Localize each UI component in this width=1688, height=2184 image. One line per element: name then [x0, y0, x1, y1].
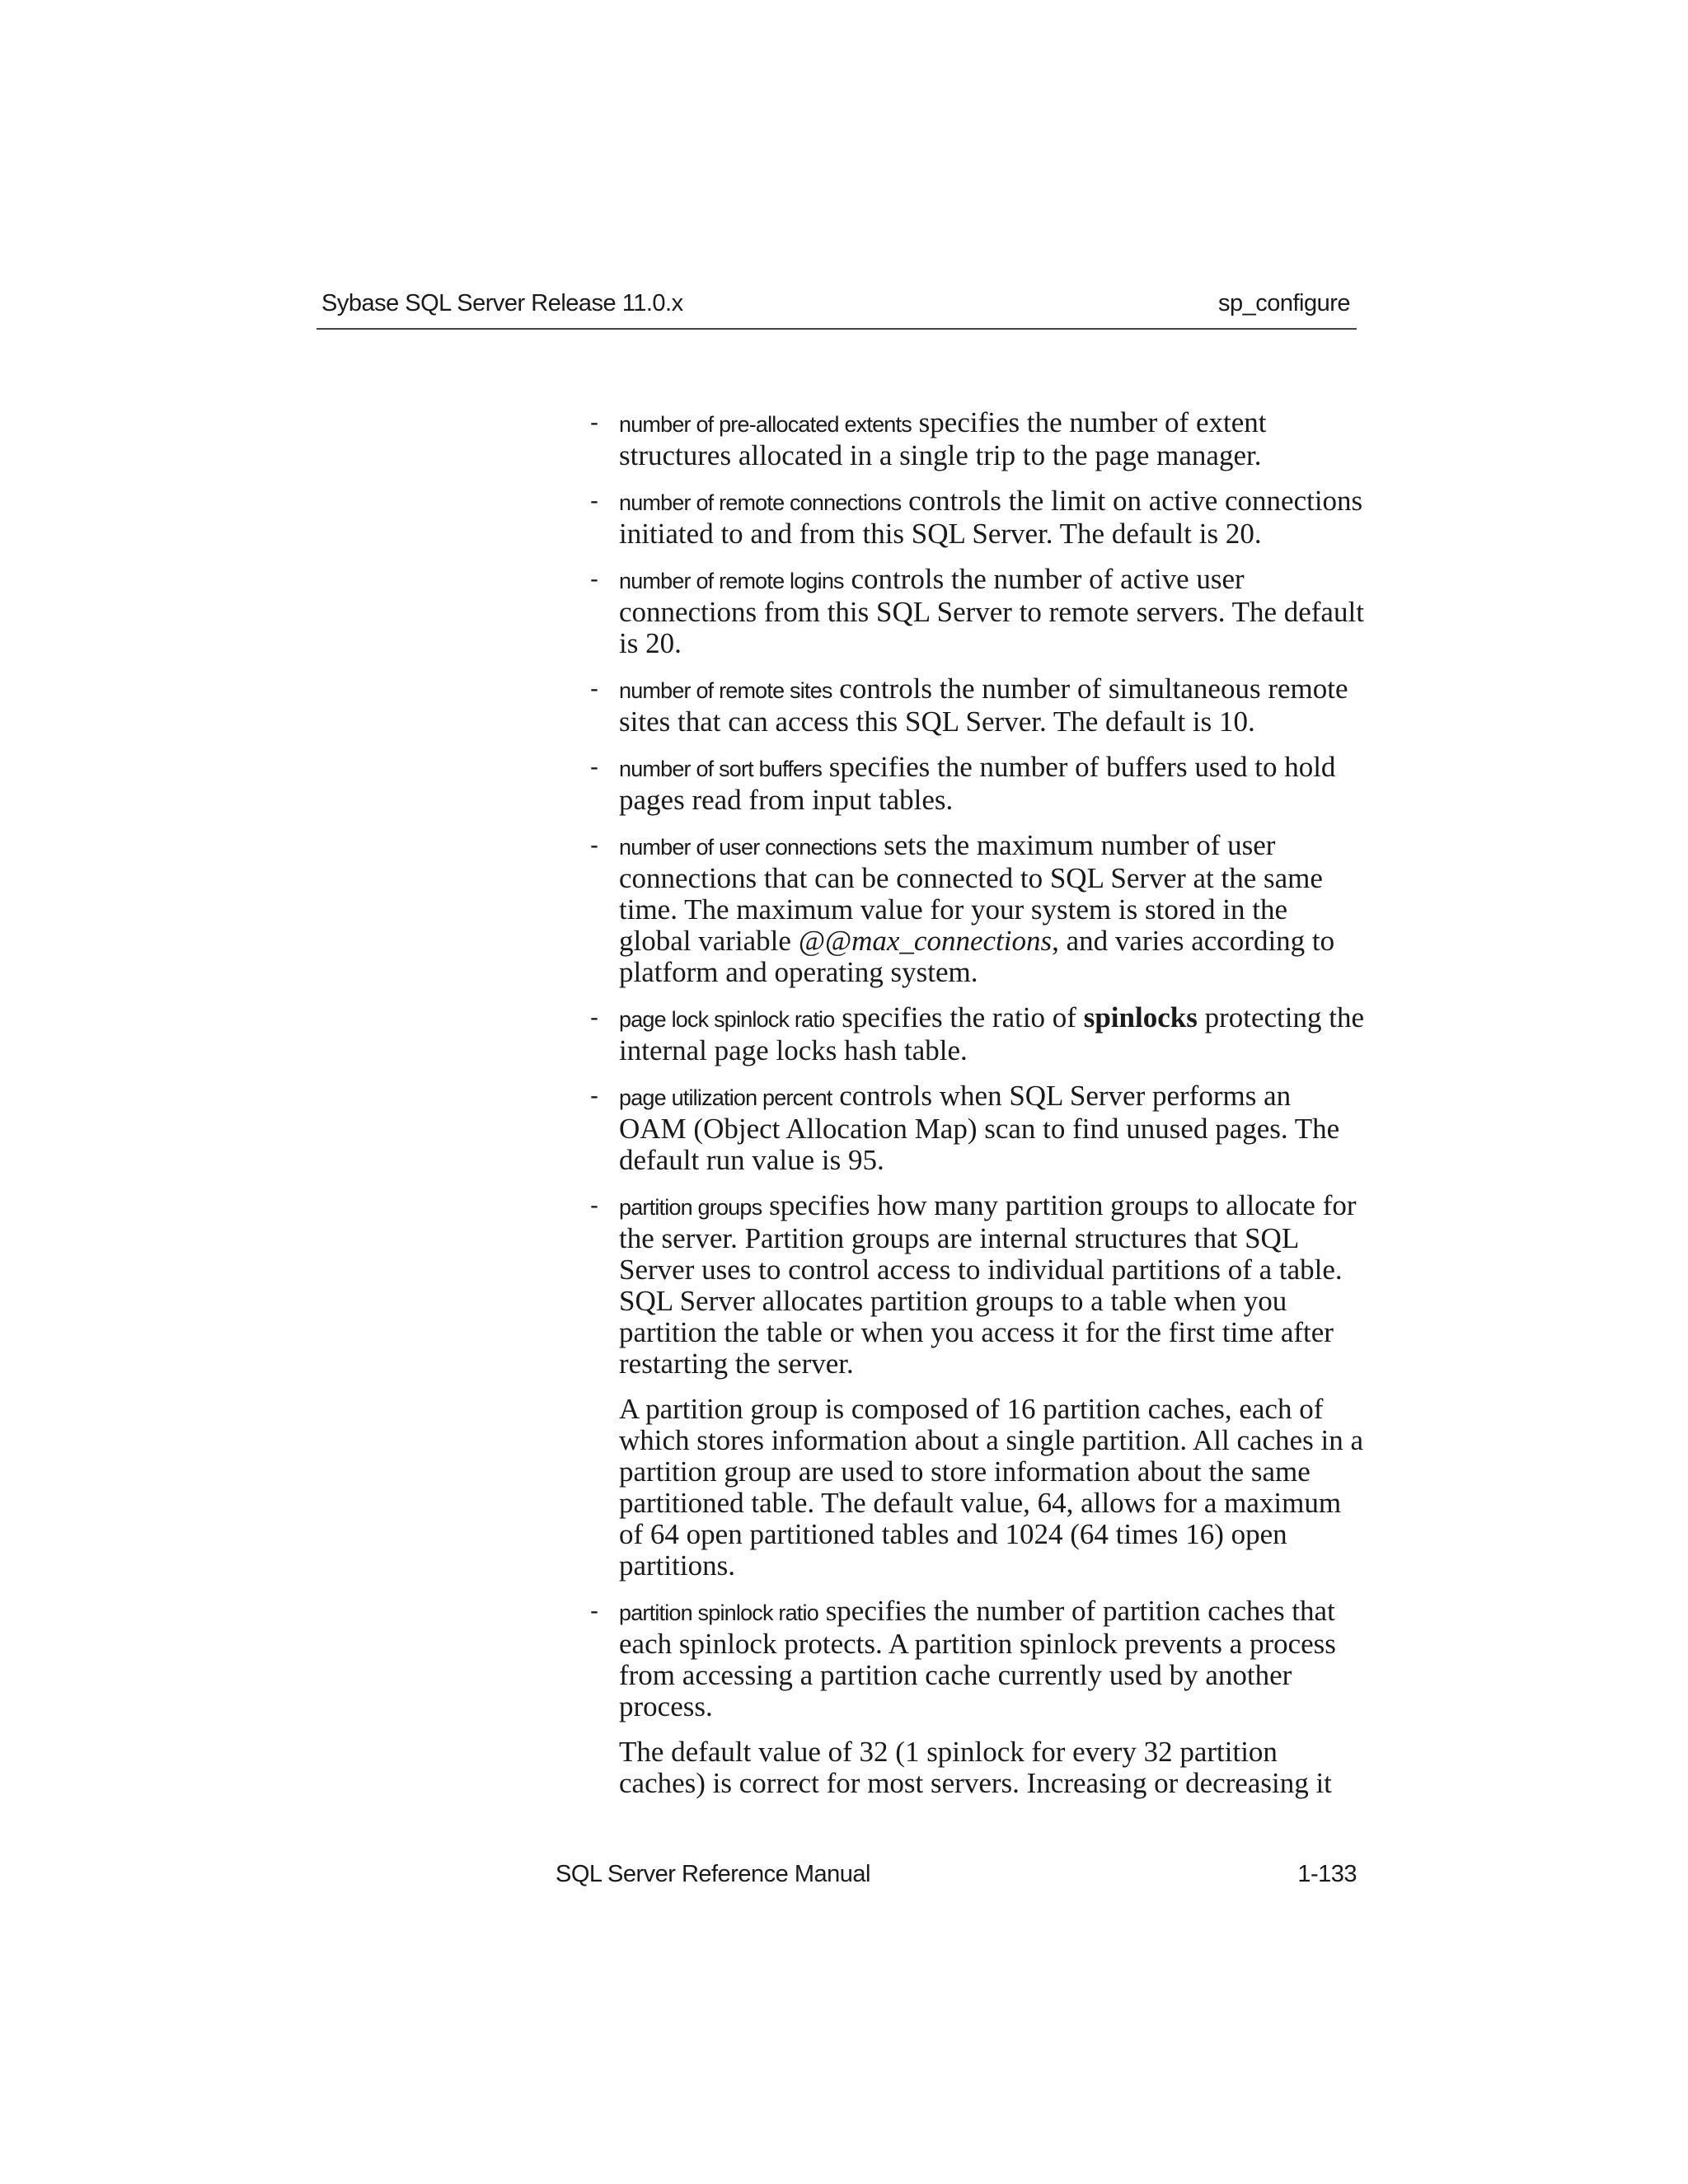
page-number: 1-133: [1297, 1861, 1357, 1887]
item-term: partition groups: [619, 1195, 762, 1220]
list-item: [582, 752, 1365, 816]
global-variable-name: @@max_connections: [798, 925, 1053, 957]
list-item: [582, 1190, 1365, 1582]
list-item: [582, 1002, 1365, 1066]
item-paragraph: The default value of 32 (1 spinlock for every 32 partition caches) is correct for most servers. Increasing or decreasing it: [619, 1736, 1332, 1799]
list-dash: -: [590, 753, 598, 780]
item-description: specifies the number of extent structures allocated in a single trip to the page manager.: [619, 406, 1267, 471]
item-text: [619, 1190, 1365, 1380]
item-description: specifies the number of buffers used to hold pages read from input tables.: [619, 751, 1336, 816]
list-dash: -: [590, 565, 598, 593]
item-term: number of remote connections: [619, 490, 902, 515]
list-dash: -: [590, 409, 598, 436]
item-description: sets the maximum number of user connections that can be connected to SQL Server at the same time. The maximum value for your system is stored in the global variable: [619, 829, 1323, 957]
item-term: number of pre-allocated extents: [619, 412, 912, 437]
bold-term: spinlocks: [1083, 1001, 1198, 1033]
item-term: number of remote sites: [619, 678, 832, 703]
item-text: [619, 1002, 1365, 1066]
list-item: [582, 1596, 1365, 1799]
item-description: controls the number of active user connections from this SQL Server to remote servers. The default is 20.: [619, 563, 1364, 659]
item-term: page lock spinlock ratio: [619, 1007, 835, 1032]
item-text: [619, 407, 1365, 471]
list-item: [582, 1080, 1365, 1176]
item-term: partition spinlock ratio: [619, 1601, 818, 1625]
list-dash: -: [590, 1192, 598, 1219]
item-description: controls the number of simultaneous remote sites that can access this SQL Server. The default is 10.: [619, 673, 1348, 738]
page-body: [582, 407, 1365, 1813]
list-dash: -: [590, 1597, 598, 1624]
item-description: specifies how many partition groups to allocate for the server. Partition groups are internal structures that SQL Server uses to control access to individual partitions of a table. SQL Server allocates partition groups to a table when you partition the table or when you access it for the first time after restarting the server.: [619, 1189, 1357, 1380]
list-item: [582, 485, 1365, 550]
header-section: sp_configure: [1217, 290, 1350, 316]
footer-title: SQL Server Reference Manual: [556, 1861, 870, 1887]
list-dash: -: [590, 675, 598, 702]
item-paragraph: A partition group is composed of 16 partition caches, each of which stores information about a single partition. All caches in a partition group are used to store information about the same partitioned table. The default value, 64, allows for a maximum of 64 open partitioned tables and 1024 (64 times 16) open partitions.: [619, 1393, 1363, 1582]
page-header: [316, 288, 1357, 330]
item-term: number of sort buffers: [619, 757, 823, 781]
list-dash: -: [590, 1082, 598, 1109]
item-description-cont: , and varies according to platform and operating system.: [619, 925, 1335, 988]
list-item: [582, 830, 1365, 988]
item-term: number of user connections: [619, 835, 877, 860]
item-description: specifies the ratio of: [834, 1001, 1084, 1033]
item-text: [619, 830, 1365, 988]
list-dash: -: [590, 487, 598, 514]
item-description-cont: protecting the internal page locks hash table.: [619, 1001, 1364, 1066]
item-text: [619, 564, 1365, 659]
list-item: [582, 564, 1365, 659]
item-term: number of remote logins: [619, 569, 844, 593]
item-text: [619, 673, 1365, 738]
item-text: [619, 752, 1365, 816]
list-item: [582, 673, 1365, 738]
item-description: controls the limit on active connections initiated to and from this SQL Server. The default is 20.: [619, 485, 1363, 550]
item-description: controls when SQL Server performs an OAM (Object Allocation Map) scan to find unused pages. The default run value is 95.: [619, 1080, 1340, 1176]
item-text: [619, 485, 1365, 550]
list-item: [582, 407, 1365, 471]
item-term: page utilization percent: [619, 1085, 832, 1110]
item-text: [619, 1596, 1365, 1722]
item-text: [619, 1080, 1365, 1176]
list-dash: -: [590, 832, 598, 859]
header-title: Sybase SQL Server Release 11.0.x: [321, 290, 683, 316]
item-description: specifies the number of partition caches that each spinlock protects. A partition spinlock prevents a process from accessing a partition cache currently used by another process.: [619, 1595, 1336, 1722]
list-dash: -: [590, 1004, 598, 1031]
